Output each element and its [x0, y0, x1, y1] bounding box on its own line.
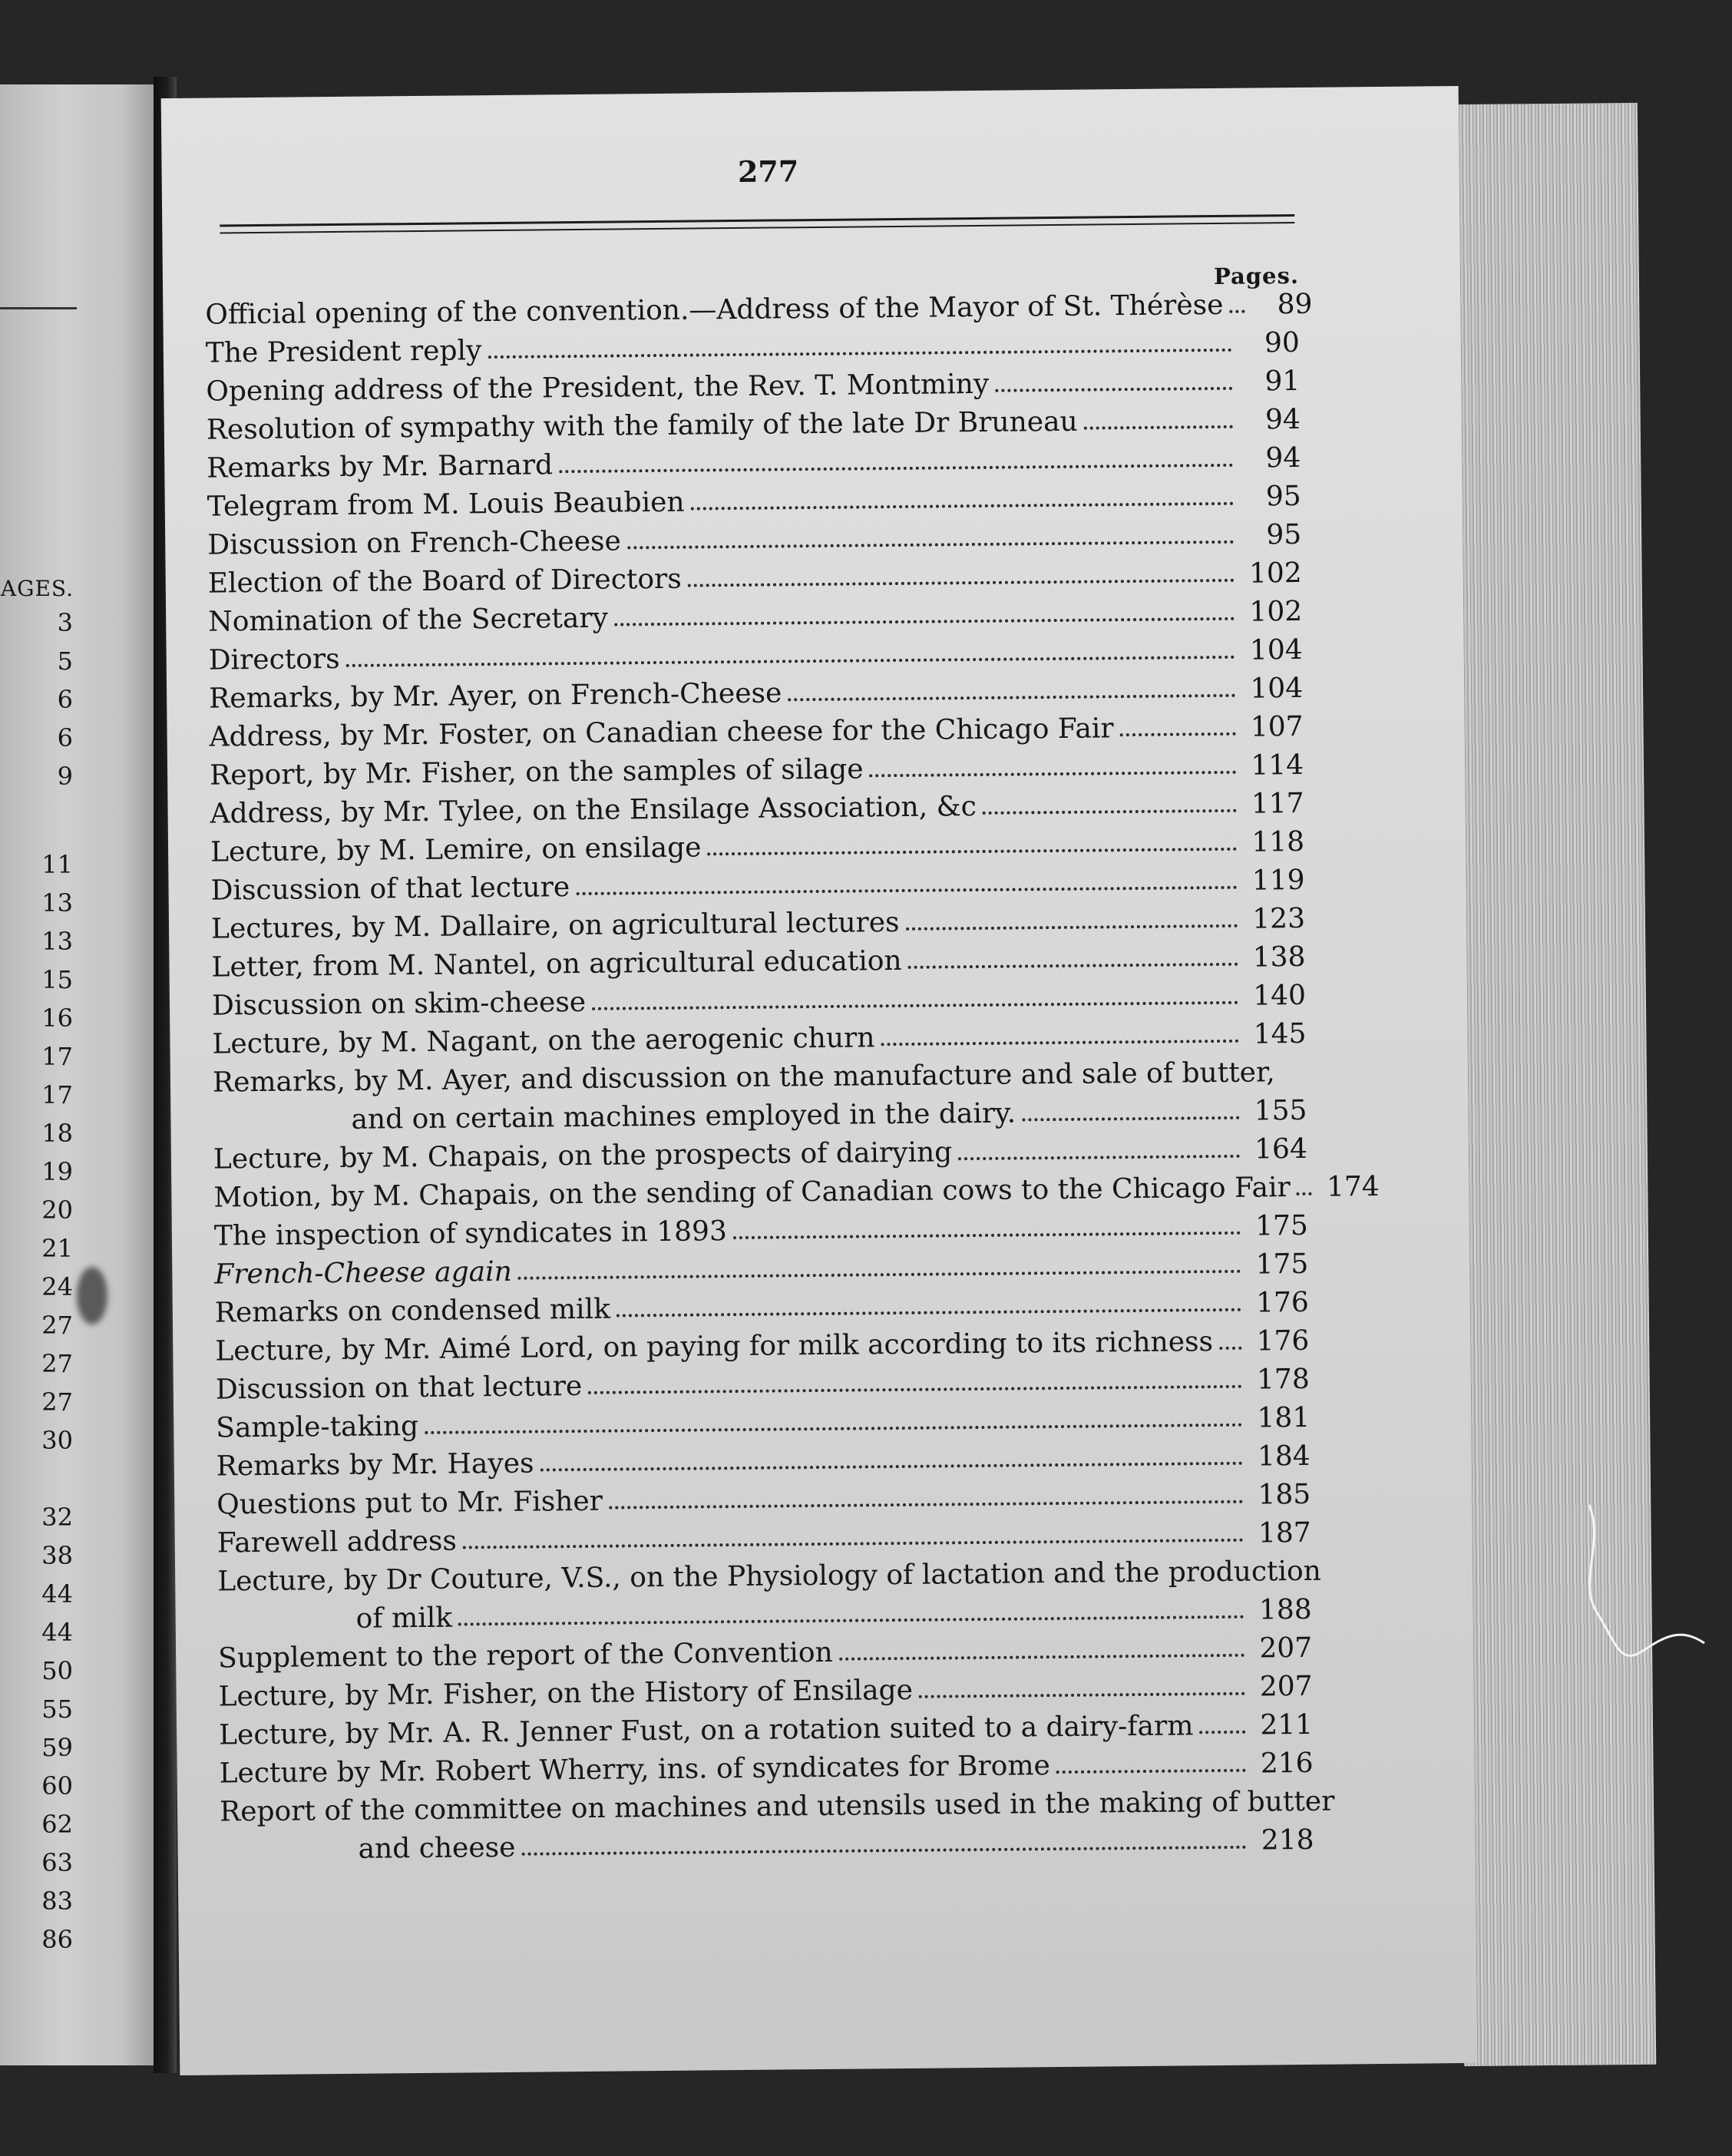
toc-entry-page: 174 [1326, 1171, 1380, 1203]
toc-entry-title: Lecture by Mr. Robert Wherry, ins. of syndicates for Brome [219, 1750, 1050, 1790]
dot-leader [592, 1001, 1238, 1010]
left-page-number: 44 [41, 1618, 73, 1647]
toc-entry-title: Lecture, by M. Nagant, on the aerogenic churn [212, 1022, 875, 1060]
pages-column-header: Pages. [1213, 262, 1300, 290]
toc-entry-page: 102 [1249, 595, 1303, 628]
dot-leader [1297, 1192, 1312, 1195]
toc-entry-title: The inspection of syndicates in 1893 [213, 1215, 728, 1252]
dot-leader [488, 349, 1231, 359]
toc-entry-page: 94 [1264, 403, 1301, 436]
toc-entry-page: 140 [1253, 979, 1307, 1012]
dot-leader [346, 656, 1235, 667]
dot-leader [995, 387, 1232, 392]
toc-entry-title-continued: and cheese [358, 1831, 516, 1865]
left-page-number: 13 [41, 888, 73, 918]
dot-leader [908, 963, 1238, 969]
dot-leader [839, 1654, 1244, 1661]
dot-leader [688, 579, 1235, 587]
dot-leader [1219, 1347, 1241, 1350]
toc-entry-title: Discussion on that lecture [215, 1370, 583, 1406]
dot-leader [616, 1308, 1241, 1318]
left-page-number: 15 [41, 965, 73, 994]
left-page-number: 18 [41, 1119, 73, 1148]
toc-entry-page: 175 [1254, 1209, 1309, 1242]
toc-entry-title: Lecture, by Mr. Fisher, on the History of Ensilage [218, 1674, 914, 1713]
toc-entry-page: 178 [1256, 1363, 1310, 1396]
toc-entry-page: 89 [1277, 288, 1313, 321]
toc-entry-page: 184 [1257, 1440, 1311, 1473]
toc-entry-page: 218 [1261, 1824, 1314, 1857]
toc-entry-page: 185 [1258, 1478, 1311, 1511]
dot-leader [691, 502, 1234, 511]
table-of-contents [205, 286, 1380, 1870]
toc-entry-page: 119 [1251, 864, 1305, 897]
dot-leader [1084, 425, 1233, 430]
left-page-number: 32 [41, 1503, 73, 1532]
dot-leader [906, 924, 1238, 931]
dot-leader [588, 1385, 1242, 1394]
ink-blot [77, 1267, 107, 1324]
left-page-number: 20 [41, 1195, 73, 1225]
dot-leader [425, 1424, 1242, 1434]
left-page-number: 60 [41, 1771, 73, 1801]
toc-entry-page: 104 [1250, 672, 1304, 705]
toc-entry-title-continued: and on certain machines employed in the dairy. [351, 1097, 1016, 1136]
toc-entry-page: 104 [1249, 633, 1303, 666]
dot-leader [1120, 732, 1236, 736]
left-page-number: 17 [41, 1042, 73, 1071]
toc-entry-page: 175 [1255, 1248, 1309, 1281]
toc-entry-page: 117 [1251, 787, 1304, 820]
left-page-number: 11 [41, 850, 73, 879]
dot-leader [1022, 1116, 1239, 1122]
dot-leader [881, 1040, 1238, 1046]
left-page-number: 55 [41, 1695, 73, 1724]
dot-leader [540, 1462, 1243, 1472]
left-page-number: 6 [57, 723, 73, 752]
toc-entry-title: Remarks on condensed milk [214, 1293, 611, 1329]
continuation-indent [218, 1628, 356, 1629]
dot-leader [733, 1232, 1241, 1239]
dot-leader [788, 694, 1235, 702]
right-page [161, 86, 1478, 2075]
toc-entry-page: 107 [1250, 710, 1304, 743]
toc-entry-page: 187 [1258, 1516, 1311, 1549]
toc-entry-title: Election of the Board of Directors [207, 563, 682, 600]
dot-leader [458, 1615, 1244, 1626]
dot-leader [1056, 1769, 1246, 1774]
dot-leader [522, 1846, 1247, 1856]
left-page-number: 16 [41, 1004, 73, 1033]
toc-entry-title: Remarks by Mr. Hayes [216, 1447, 534, 1483]
toc-entry-title: Remarks, by Mr. Ayer, on French-Cheese [208, 677, 782, 715]
toc-entry-page: 102 [1248, 557, 1302, 590]
left-page-number: 21 [41, 1234, 73, 1263]
toc-entry-page: 95 [1266, 518, 1302, 551]
dot-leader [609, 1500, 1243, 1510]
dot-leader [870, 771, 1237, 778]
toc-entry-title-continued: of milk [355, 1602, 453, 1635]
left-page-number: 19 [41, 1157, 73, 1186]
left-page-rule [0, 307, 77, 309]
left-page-number: 6 [57, 685, 73, 714]
toc-entry-title: The President reply [205, 335, 482, 369]
toc-entry-title: Supplement to the report of the Convention [217, 1636, 833, 1675]
left-page-number: 62 [41, 1810, 73, 1839]
dot-leader [463, 1539, 1244, 1549]
toc-entry-page: 207 [1259, 1632, 1313, 1665]
toc-entry-title: Lecture, by Dr Couture, V.S., on the Physiology of lactation and the production [217, 1555, 1322, 1598]
dot-leader [958, 1155, 1240, 1161]
toc-entry-title: Letter, from M. Nantel, on agricultural education [211, 944, 902, 984]
left-page-number: 59 [41, 1733, 73, 1762]
toc-entry-page: 145 [1253, 1017, 1307, 1050]
left-page-number: 63 [41, 1848, 73, 1877]
left-page-number: 83 [41, 1886, 73, 1916]
left-page-number: 13 [41, 927, 73, 956]
toc-entry-title: Questions put to Mr. Fisher [216, 1485, 603, 1521]
toc-entry-page: 90 [1264, 326, 1301, 359]
toc-entry-page: 138 [1252, 941, 1306, 974]
continuation-indent [213, 1129, 352, 1130]
toc-entry-page: 123 [1252, 902, 1306, 935]
toc-entry-title: Farewell address [216, 1525, 458, 1559]
toc-entry-title: Address, by Mr. Foster, on Canadian cheese for the Chicago Fair [209, 713, 1114, 753]
toc-entry-title: Resolution of sympathy with the family of the late Dr Bruneau [206, 405, 1078, 446]
toc-entry-title: Lecture, by M. Chapais, on the prospects of dairying [213, 1136, 953, 1176]
toc-entry-title: Lecture, by Mr. Aimé Lord, on paying for milk according to its richness [215, 1326, 1214, 1367]
toc-entry-page: 114 [1251, 749, 1304, 782]
left-page-number: 3 [57, 608, 73, 637]
left-page-number: 44 [41, 1579, 73, 1609]
dot-leader [708, 848, 1238, 856]
toc-entry-page: 164 [1254, 1133, 1308, 1166]
left-page-number: 27 [41, 1349, 73, 1378]
toc-entry-title: Lecture, by M. Lemire, on ensilage [210, 832, 702, 868]
dot-leader [983, 809, 1237, 815]
dot-leader [919, 1692, 1245, 1698]
dot-leader [614, 617, 1235, 627]
left-page-number: 9 [57, 762, 73, 791]
toc-entry-title: Address, by Mr. Tylee, on the Ensilage Association, &c [210, 791, 977, 830]
left-page-number: 86 [41, 1925, 73, 1954]
left-page-number: 50 [41, 1656, 73, 1685]
toc-entry-title: Discussion on French-Cheese [207, 525, 622, 561]
toc-entry-title: French-Cheese again [214, 1255, 512, 1291]
toc-entry-title: Nomination of the Secretary [208, 602, 609, 638]
toc-entry-title: Remarks, by M. Ayer, and discussion on the manufacture and sale of butter, [212, 1057, 1275, 1099]
left-page-number: 5 [57, 646, 73, 676]
toc-entry-page: 95 [1265, 480, 1301, 513]
dot-leader [1199, 1731, 1245, 1734]
toc-entry-title: Lectures, by M. Dallaire, on agricultural lectures [210, 906, 900, 945]
toc-entry-page: 155 [1254, 1094, 1307, 1127]
page-number: 277 [737, 154, 799, 189]
stray-fiber [1574, 1497, 1712, 1697]
toc-entry-title: Opening address of the President, the Rev. T. Montminy [206, 368, 990, 408]
dot-leader [518, 1270, 1241, 1280]
toc-entry-page: 188 [1258, 1593, 1312, 1626]
left-page-column-header: AGES. [0, 576, 74, 601]
left-page-number: 17 [41, 1080, 73, 1109]
toc-entry-title: Lecture, by Mr. A. R. Jenner Fust, on a rotation suited to a dairy-farm [218, 1710, 1194, 1751]
toc-entry-page: 91 [1264, 365, 1301, 398]
dot-leader [576, 886, 1237, 895]
toc-entry-title: Motion, by M. Chapais, on the sending of Canadian cows to the Chicago Fair [213, 1172, 1291, 1214]
toc-entry-title: Sample-taking [216, 1410, 419, 1444]
toc-entry-page: 118 [1251, 825, 1305, 858]
left-facing-page [0, 84, 154, 2065]
toc-entry-page: 176 [1256, 1324, 1310, 1357]
toc-entry-title: Discussion of that lecture [210, 871, 570, 907]
toc-entry-page: 216 [1260, 1747, 1314, 1780]
toc-entry-title: Directors [208, 643, 340, 676]
toc-entry-title: Report, by Mr. Fisher, on the samples of silage [209, 753, 864, 792]
left-page-number: 27 [41, 1311, 73, 1340]
left-page-number: 30 [41, 1426, 73, 1455]
toc-entry-page: 207 [1259, 1670, 1313, 1703]
toc-entry-title: Report of the committee on machines and utensils used in the making of butter [219, 1785, 1335, 1828]
toc-entry-title: Telegram from M. Louis Beaubien [207, 486, 685, 523]
toc-entry-title: Remarks by Mr. Barnard [207, 449, 554, 484]
left-page-number: 27 [41, 1387, 73, 1417]
toc-entry-page: 176 [1255, 1286, 1309, 1319]
dot-leader [627, 541, 1234, 550]
left-page-number: 38 [41, 1541, 73, 1570]
dot-leader [1230, 310, 1245, 313]
toc-entry-title: Discussion on skim-cheese [211, 986, 587, 1022]
header-double-rule [220, 214, 1294, 233]
left-page-number: 24 [41, 1272, 73, 1301]
dot-leader [559, 464, 1233, 473]
toc-entry-page: 211 [1260, 1708, 1314, 1741]
continuation-indent [220, 1858, 359, 1860]
toc-entry-page: 181 [1257, 1401, 1311, 1434]
page-edges [1446, 103, 1657, 2066]
toc-entry-title: Official opening of the convention.—Address of the Mayor of St. Thérèse [205, 289, 1224, 331]
toc-entry-page: 94 [1265, 441, 1301, 475]
